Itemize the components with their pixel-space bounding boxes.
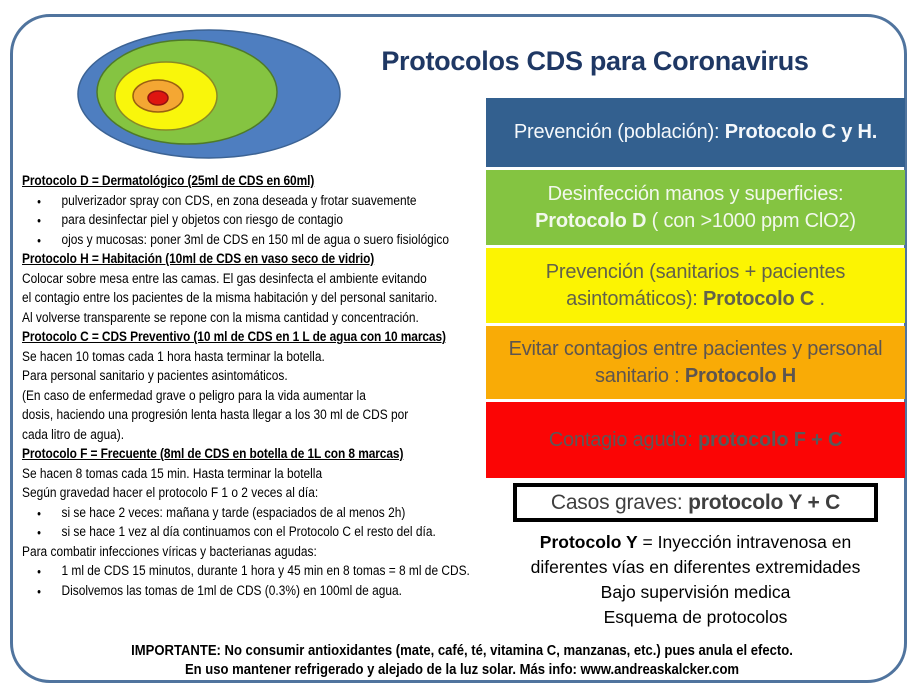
line-text: Se hacen 8 tomas cada 15 min. Hasta terminar la botella	[22, 465, 323, 482]
line-text: 1 ml de CDS 15 minutos, durante 1 hora y 45 min en 8 tomas = 8 ml de CDS.	[61, 563, 470, 579]
bullet-icon: •	[37, 232, 41, 248]
severe-cases-bold: protocolo Y + C	[688, 490, 841, 514]
line-text: cada litro de agua).	[22, 426, 125, 443]
prevention-sanitary-box	[486, 248, 905, 323]
bullet-item	[22, 582, 489, 602]
prevention-population-box	[486, 98, 905, 167]
severe-cases-prefix: Casos graves:	[550, 490, 689, 514]
text-line	[22, 270, 489, 290]
line-text: pulverizador spray con CDS, en zona deseada y frotar suavemente	[61, 192, 417, 209]
box-bold: Protocolo D	[535, 209, 647, 232]
bullet-item	[22, 192, 489, 212]
protocol-y-rest: = Inyección intravenosa en	[637, 532, 852, 552]
line-text: Se hacen 10 tomas cada 1 hora hasta terminar la botella.	[22, 348, 325, 365]
box-text	[500, 336, 891, 389]
box-bold: protocolo F + C	[697, 428, 843, 451]
protocol-y-line3: Bajo supervisión medica	[600, 582, 791, 602]
box-prefix: Evitar contagios entre pacientes y personal sanitario :	[508, 338, 883, 387]
bullet-icon: •	[37, 583, 41, 599]
bullet-item	[22, 231, 489, 251]
bullet-icon: •	[37, 193, 41, 209]
bullet-item	[22, 504, 489, 524]
left-column	[22, 172, 489, 601]
protocol-heading: Protocolo D = Dermatológico (25ml de CDS en 60ml)	[22, 173, 315, 189]
box-bold: Protocolo C	[703, 287, 815, 310]
text-line	[22, 348, 489, 368]
line-text: ojos y mucosas: poner 3ml de CDS en 150 ml de agua o suero fisiológico	[61, 231, 450, 248]
box-text	[500, 259, 891, 312]
text-line	[22, 406, 489, 426]
text-line	[22, 543, 489, 563]
line-text: Para personal sanitario y pacientes asintomáticos.	[22, 368, 288, 384]
box-text	[500, 181, 891, 234]
line-text: (En caso de enfermedad grave o peligro para la vida aumentar la	[22, 387, 366, 404]
box-bold: Protocolo C y H.	[724, 121, 878, 144]
line-text: si se hace 1 vez al día continuamos con el Protocolo C el resto del día.	[61, 524, 436, 540]
text-line	[22, 426, 489, 446]
box-prefix: Contagio agudo:	[548, 428, 698, 451]
line-text: dosis, haciendo una progresión lenta hasta llegar a los 30 ml de CDS por	[22, 407, 409, 423]
footer-warning	[0, 641, 924, 679]
line-text: Al volverse transparente se repone con la misma cantidad y concentración.	[22, 309, 419, 326]
protocol-heading: Protocolo F = Frecuente (8ml de CDS en botella de 1L con 8 marcas)	[22, 446, 404, 462]
severe-cases-text	[551, 491, 840, 515]
box-suffix: .	[814, 287, 825, 310]
footer-line2: En uso mantener refrigerado y alejado de la luz solar. Más info: www.andreaskalcker.com	[184, 661, 740, 678]
box-prefix: Prevención (sanitarios + pacientes asintomáticos):	[545, 261, 846, 310]
line-text: el contagio entre los pacientes de la misma habitación y del personal sanitario.	[22, 290, 438, 306]
bullet-item	[22, 562, 489, 582]
footer-line1: IMPORTANTE: No consumir antioxidantes (mate, café, té, vitamina C, manzanas, etc.) pues anula el efecto.	[131, 642, 793, 659]
protocol-y-note	[486, 530, 905, 630]
protocol-y-label: Protocolo Y	[539, 532, 638, 552]
bullet-icon: •	[37, 505, 41, 521]
bullet-item	[22, 211, 489, 231]
box-bold: Protocolo H	[684, 364, 796, 387]
ring-red-ellipse	[148, 91, 168, 105]
line-text: para desinfectar piel y objetos con riesgo de contagio	[61, 212, 344, 228]
avoid-contagion-box	[486, 326, 905, 399]
protocol-heading: Protocolo C = CDS Preventivo (10 ml de CDS en 1 L de agua con 10 marcas)	[22, 329, 446, 345]
page-title: Protocolos CDS para Coronavirus	[381, 46, 809, 76]
box-prefix: Prevención (población):	[513, 121, 725, 144]
acute-contagion-box	[486, 402, 905, 478]
text-line	[22, 289, 489, 309]
text-line	[22, 387, 489, 407]
bullet-icon: •	[37, 525, 41, 540]
protocol-y-line1	[486, 530, 905, 555]
bullet-icon: •	[37, 213, 41, 228]
bullet-item	[22, 523, 489, 543]
color-boxes	[486, 98, 905, 478]
protocol-y-line2: diferentes vías en diferentes extremidades	[530, 557, 861, 577]
severe-cases-box	[513, 483, 878, 522]
concentric-ellipses-diagram	[59, 19, 359, 169]
protocol-heading: Protocolo H = Habitación (10ml de CDS en vaso seco de vidrio)	[22, 251, 375, 267]
box-prefix: Desinfección manos y superficies:	[547, 183, 844, 206]
text-line	[22, 465, 489, 485]
bullet-icon: •	[37, 564, 41, 579]
text-line	[22, 484, 489, 504]
box-text	[549, 427, 842, 453]
box-text	[514, 119, 877, 145]
right-column	[486, 98, 905, 630]
line-text: Colocar sobre mesa entre las camas. El gas desinfecta el ambiente evitando	[22, 270, 427, 287]
line-text: Para combatir infecciones víricas y bacterianas agudas:	[22, 543, 317, 560]
text-line	[22, 309, 489, 329]
protocol-y-line4: Esquema de protocolos	[603, 607, 788, 627]
line-text: Según gravedad hacer el protocolo F 1 o 2 veces al día:	[22, 485, 319, 501]
text-line	[22, 367, 489, 387]
disinfection-box	[486, 170, 905, 245]
line-text: si se hace 2 veces: mañana y tarde (espaciados de al menos 2h)	[61, 504, 406, 521]
box-suffix: ( con >1000 ppm ClO2)	[646, 209, 856, 232]
line-text: Disolvemos las tomas de 1ml de CDS (0.3%) en 100ml de agua.	[61, 582, 402, 599]
